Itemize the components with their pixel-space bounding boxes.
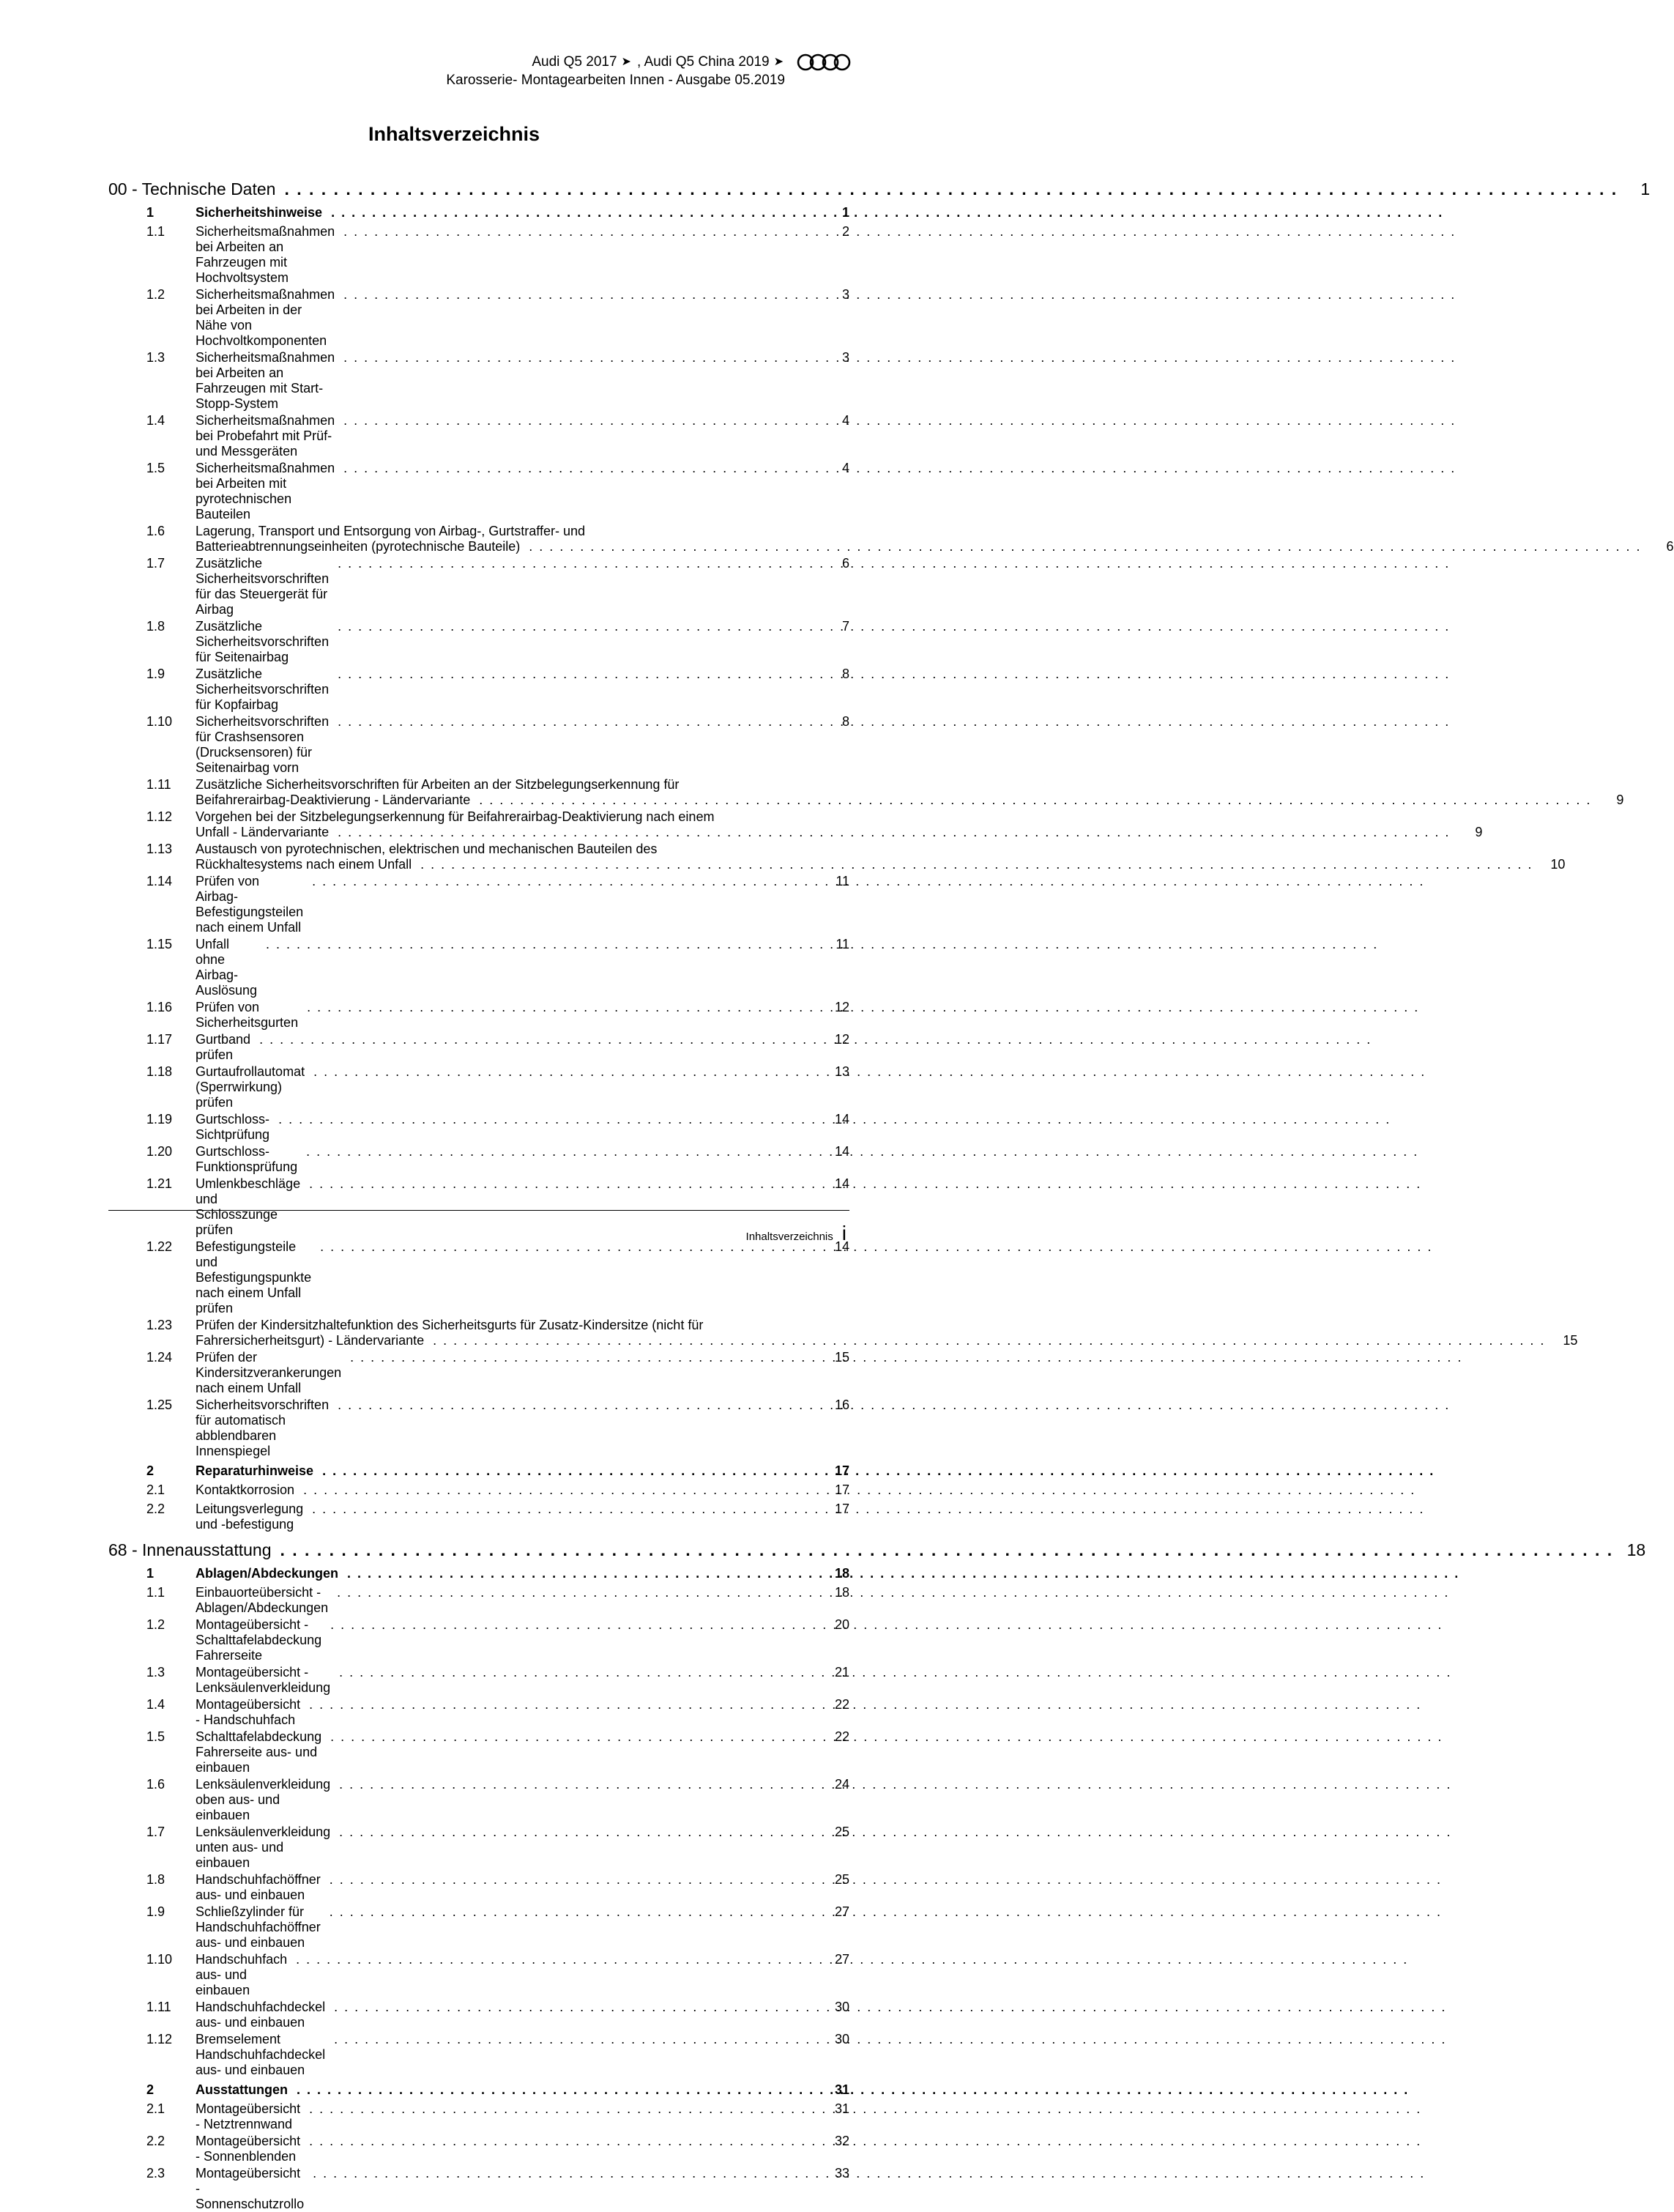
page-number: 22 [834,1697,849,1712]
item-title: Umlenkbeschläge und Schlosszunge prüfen [196,1176,301,1237]
item-number: 1.7 [146,556,165,571]
page-number: 18 [1626,1540,1646,1559]
leader-dots [420,857,1533,872]
page-number: 11 [836,874,849,888]
page-number: 30 [834,2000,849,2014]
page-number: 31 [834,2082,849,2097]
item-title: Prüfen von Airbag-Befestigungsteilen nach einem Unfall [196,874,304,935]
toc-item[interactable] [108,1110,849,1143]
item-number: 1.14 [146,874,173,888]
leader-dots [338,714,1450,730]
page-number: 18 [834,1585,849,1600]
item-number: 1.20 [146,1144,173,1159]
leader-dots [280,1538,1614,1562]
item-number: 1.22 [146,1239,173,1254]
item-number: 1 [146,205,155,220]
leader-dots [334,2000,1446,2015]
leader-dots [309,2134,1421,2149]
toc-item[interactable] [108,2030,849,2078]
page-number: 14 [834,1239,849,1254]
page-number: 20 [834,1617,849,1632]
item-title: Zusätzliche Sicherheitsvorschriften für das Steuergerät für Airbag [196,556,330,617]
leader-dots [334,2032,1446,2047]
toc-item[interactable] [108,1663,849,1696]
toc-item[interactable] [108,1175,849,1238]
toc-item[interactable] [108,808,1483,840]
page-number: 21 [834,1665,849,1680]
manual-edition: Karosserie- Montagearbeiten Innen - Ausgabe 05.2019 [446,73,785,88]
leader-dots [330,1617,1443,1633]
item-title: Kontaktkorrosion [196,1482,295,1497]
item-title: Montageübersicht - Sonnenschutzrollo [196,2166,305,2211]
item-title: Reparaturhinweise [196,1463,314,1478]
toc-item[interactable] [108,776,1624,808]
leader-dots [529,539,1641,554]
toc-item[interactable] [108,2132,849,2164]
item-number: 1.21 [146,1176,173,1191]
leader-dots [320,1239,1432,1255]
item-number: 1.4 [146,1697,165,1712]
page-number: 12 [834,1032,849,1047]
toc-chapter[interactable] [108,1538,1646,1562]
leader-dots [312,1502,1424,1517]
page-number: 31 [834,2101,849,2116]
page-number: 17 [834,1482,849,1497]
item-number: 1.6 [146,1777,165,1792]
item-number: 2.2 [146,1502,165,1516]
item-number: 1.24 [146,1350,173,1365]
page-number: 25 [834,1825,849,1839]
arrow-icon: ➤ [621,56,631,68]
leader-dots [338,556,1450,571]
item-title: Bremselement Handschuhfachdeckel aus- und einbauen [196,2032,326,2077]
item-title: Schalttafelabdeckung Fahrerseite aus- und einbauen [196,1729,322,1775]
item-number: 1.3 [146,1665,165,1680]
leader-dots [433,1333,1545,1348]
item-title-line2: Beifahrerairbag-Deaktivierung - Ländervariante [196,793,471,807]
leader-dots [330,1904,1442,1920]
page-number: 9 [1475,825,1483,839]
toc-item[interactable] [108,617,849,665]
page-number: 27 [834,1952,849,1967]
toc-item[interactable] [108,2164,849,2212]
item-title: Sicherheitsvorschriften für automatisch abblendbaren Innenspiegel [196,1398,330,1458]
page-number: 17 [834,1502,849,1516]
page-number: 16 [834,1398,849,1412]
item-number: 2.1 [146,2101,165,2116]
leader-dots [331,205,1443,220]
item-title: Handschuhfachöffner aus- und einbauen [196,1872,321,1902]
leader-dots [297,2082,1409,2098]
leader-dots [296,1952,1408,1967]
item-number: 1.7 [146,1825,165,1839]
toc-section[interactable] [108,204,849,223]
toc-item[interactable] [108,286,849,349]
leader-dots [350,1350,1462,1365]
toc-item[interactable] [108,1871,849,1903]
item-title-line2: Unfall - Ländervariante [196,825,330,839]
leader-dots [339,1777,1451,1792]
item-title: Zusätzliche Sicherheitsvorschriften für Seitenairbag [196,619,330,664]
page-number: 32 [834,2134,849,2148]
item-title-line2: Rückhaltesystems nach einem Unfall [196,857,412,872]
leader-dots [313,2166,1425,2181]
item-number: 1.15 [146,937,173,951]
page-number: 12 [834,1000,849,1014]
page-number: 27 [834,1904,849,1919]
page-number: 17 [834,1463,849,1478]
item-number: 1.5 [146,461,165,475]
item-number: 1.2 [146,287,165,302]
toc-item[interactable] [108,1616,849,1663]
page-number: 15 [834,1350,849,1365]
item-title: Lenksäulenverkleidung oben aus- und einbauen [196,1777,331,1822]
page-number: 30 [834,2032,849,2046]
toc-item[interactable] [108,935,849,998]
page-title: Inhaltsverzeichnis [368,123,540,145]
toc-item[interactable] [108,872,849,935]
item-number: 1.11 [146,777,171,792]
item-number: 1.3 [146,350,165,365]
page-number: 3 [841,350,849,365]
page-number: 14 [834,1112,849,1127]
toc-item[interactable] [108,1728,849,1775]
item-title: Unfall ohne Airbag-Auslösung [196,937,258,998]
page-number: 7 [841,619,849,634]
page-number: 13 [834,1064,849,1079]
toc-item[interactable] [108,998,849,1031]
item-number: 1.23 [146,1318,173,1332]
item-title: Zusätzliche Sicherheitsvorschriften für Kopfairbag [196,667,330,712]
leader-dots [338,1398,1450,1413]
item-title: Montageübersicht - Schalttafelabdeckung Fahrerseite [196,1617,322,1663]
table-of-contents [108,177,1674,2212]
page-number: 14 [834,1144,849,1159]
item-title: Sicherheitsvorschriften für Crashsensoren (Drucksensoren) für Seitenairbag vorn [196,714,330,775]
item-number: 2.3 [146,2166,165,2181]
leader-dots [330,1872,1442,1888]
leader-dots [343,224,1456,240]
toc-item[interactable] [108,1396,849,1459]
item-title: Befestigungsteile und Befestigungspunkte nach einem Unfall prüfen [196,1239,312,1315]
item-title-line1: Zusätzliche Sicherheitsvorschriften für Arbeiten an der Sitzbelegungserkennung für [196,777,680,792]
toc-section[interactable] [108,1462,849,1481]
leader-dots [309,2101,1421,2117]
toc-item[interactable] [108,349,849,412]
item-number: 1 [146,1566,155,1581]
page-number: 22 [834,1729,849,1744]
item-number: 1.19 [146,1112,173,1127]
audi-rings-logo-icon [797,53,851,72]
item-number: 1.1 [146,1585,165,1600]
chapter-title: 00 - Technische Daten [108,179,276,198]
item-title: Prüfen der Kindersitzverankerungen nach einem Unfall [196,1350,342,1395]
leader-dots [313,1064,1426,1080]
item-title-line2: Batterieabtrennungseinheiten (pyrotechnische Bauteile) [196,539,521,554]
vehicle-line [446,53,851,72]
toc-item[interactable] [108,1584,849,1616]
leader-dots [338,619,1450,634]
toc-chapter[interactable] [108,177,1651,201]
toc-item[interactable] [108,1823,849,1871]
page-number: 4 [841,461,849,475]
leader-dots [339,1665,1451,1680]
toc-item[interactable] [108,1500,849,1532]
page-number: 9 [1616,793,1624,807]
item-number: 1.9 [146,667,165,681]
item-number: 1.4 [146,413,165,428]
toc-item[interactable] [108,522,1674,554]
page-number: 2 [841,224,849,239]
leader-dots [322,1463,1435,1479]
leader-dots [284,177,1618,201]
item-title: Leitungsverlegung und -befestigung [196,1502,304,1532]
item-title-line1: Austausch von pyrotechnischen, elektrischen und mechanischen Bauteilen des [196,842,658,856]
leader-dots [309,1697,1421,1712]
item-number: 1.1 [146,224,165,239]
leader-dots [306,1144,1418,1159]
leader-dots [303,1482,1416,1498]
document-header [446,53,851,89]
item-title: Gurtband prüfen [196,1032,251,1062]
page-number: 33 [834,2166,849,2181]
item-number: 1.18 [146,1064,173,1079]
page-number: 11 [836,937,849,951]
toc-item[interactable] [108,1063,849,1110]
item-title: Montageübersicht - Lenksäulenverkleidung [196,1665,331,1695]
leader-dots [312,874,1424,889]
toc-item[interactable] [108,1481,849,1500]
item-number: 2 [146,1463,155,1478]
item-number: 1.13 [146,842,173,856]
item-number: 2.1 [146,1482,165,1497]
toc-section[interactable] [108,2081,849,2100]
toc-item[interactable] [108,1031,849,1063]
toc-item[interactable] [108,223,849,286]
toc-item[interactable] [108,713,849,776]
leader-dots [309,1176,1421,1192]
item-number: 1.10 [146,1952,173,1967]
item-number: 1.16 [146,1000,173,1014]
page-number: 8 [841,714,849,729]
toc-item[interactable] [108,840,1566,872]
item-title: Sicherheitsmaßnahmen bei Arbeiten in der Nähe von Hochvoltkomponenten [196,287,335,348]
page-number: 25 [834,1872,849,1887]
page-number: 10 [1550,857,1566,872]
item-title: Einbauorteübersicht - Ablagen/Abdeckungen [196,1585,329,1615]
leader-dots [330,1729,1443,1745]
item-title: Prüfen von Sicherheitsgurten [196,1000,299,1030]
item-title: Gurtschloss-Funktionsprüfung [196,1144,298,1174]
item-title: Ausstattungen [196,2082,288,2097]
page-number: 8 [841,667,849,681]
toc-item[interactable] [108,1696,849,1728]
page-number: 18 [834,1566,849,1581]
leader-dots [338,667,1450,682]
footer-label: Inhaltsverzeichnis [745,1231,833,1243]
vehicle-model-china: , Audi Q5 China 2019 [636,54,770,70]
page-number: 14 [834,1176,849,1191]
page-number: 6 [1666,539,1674,554]
item-title: Gurtaufrollautomat (Sperrwirkung) prüfen [196,1064,305,1110]
leader-dots [307,1000,1419,1015]
item-title: Ablagen/Abdeckungen [196,1566,339,1581]
toc-section[interactable] [108,1565,849,1584]
toc-item[interactable] [108,665,849,713]
item-title: Sicherheitsmaßnahmen bei Arbeiten an Fahrzeugen mit Hochvoltsystem [196,224,335,285]
page-number: 4 [841,413,849,428]
toc-item[interactable] [108,1903,849,1951]
item-title: Handschuhfachdeckel aus- und einbauen [196,2000,326,2030]
leader-dots [479,793,1591,808]
toc-item[interactable] [108,1348,849,1396]
leader-dots [343,350,1456,365]
vehicle-model: Audi Q5 2017 [532,54,617,70]
item-title-line1: Lagerung, Transport und Entsorgung von Airbag-, Gurtstraffer- und [196,524,585,538]
item-title-line2: Fahrersicherheitsgurt) - Ländervariante [196,1333,425,1348]
leader-dots [343,287,1456,303]
toc-item[interactable] [108,554,849,617]
toc-item[interactable] [108,1143,849,1175]
item-title: Montageübersicht - Sonnenblenden [196,2134,301,2164]
item-number: 2.2 [146,2134,165,2148]
item-number: 1.11 [146,2000,171,2014]
item-number: 2 [146,2082,155,2097]
leader-dots [259,1032,1372,1047]
item-title: Sicherheitsmaßnahmen bei Arbeiten mit pyrotechnischen Bauteilen [196,461,335,522]
leader-dots [338,825,1450,840]
item-title: Gurtschloss-Sichtprüfung [196,1112,270,1142]
toc-item[interactable] [108,2100,849,2132]
page-number: 3 [841,287,849,302]
toc-item[interactable] [108,459,849,522]
page-footer [746,1222,847,1245]
leader-dots [339,1825,1451,1840]
toc-item[interactable] [108,1951,849,1998]
item-number: 1.25 [146,1398,173,1412]
item-number: 1.12 [146,2032,173,2046]
item-title-line1: Prüfen der Kindersitzhaltefunktion des Sicherheitsgurts für Zusatz-Kindersitze (nicht für [196,1318,704,1332]
chapter-title: 68 - Innenausstattung [108,1540,272,1559]
item-title-line1: Vorgehen bei der Sitzbelegungserkennung für Beifahrerairbag-Deaktivierung nach einem [196,809,715,824]
item-title: Sicherheitshinweise [196,205,323,220]
item-number: 1.2 [146,1617,165,1632]
leader-dots [343,461,1456,476]
item-number: 1.8 [146,619,165,634]
item-number: 1.8 [146,1872,165,1887]
toc-item[interactable] [108,1316,1578,1348]
page-number: i [841,1222,847,1244]
toc-item[interactable] [108,1238,849,1316]
item-number: 1.10 [146,714,173,729]
toc-item[interactable] [108,1775,849,1823]
toc-item[interactable] [108,1998,849,2030]
leader-dots [343,413,1456,428]
item-title: Handschuhfach aus- und einbauen [196,1952,288,1997]
footer-divider [108,1210,849,1211]
page-number: 1 [841,205,849,220]
item-number: 1.9 [146,1904,165,1919]
item-number: 1.6 [146,524,165,538]
page-number: 1 [1640,179,1651,198]
item-title: Sicherheitsmaßnahmen bei Probefahrt mit Prüf- und Messgeräten [196,413,335,459]
leader-dots [347,1566,1459,1581]
page-number: 15 [1563,1333,1578,1348]
toc-item[interactable] [108,412,849,459]
item-title: Schließzylinder für Handschuhfachöffner aus- und einbauen [196,1904,321,1950]
item-number: 1.12 [146,809,173,824]
item-title: Sicherheitsmaßnahmen bei Arbeiten an Fahrzeugen mit Start-Stopp-System [196,350,335,411]
arrow-icon: ➤ [773,56,784,68]
page-number: 24 [834,1777,849,1792]
page-number: 6 [841,556,849,571]
item-number: 1.5 [146,1729,165,1744]
leader-dots [337,1585,1449,1600]
item-title: Montageübersicht - Netztrennwand [196,2101,301,2131]
item-title: Lenksäulenverkleidung unten aus- und einbauen [196,1825,331,1870]
item-title: Montageübersicht - Handschuhfach [196,1697,301,1727]
item-number: 1.17 [146,1032,173,1047]
